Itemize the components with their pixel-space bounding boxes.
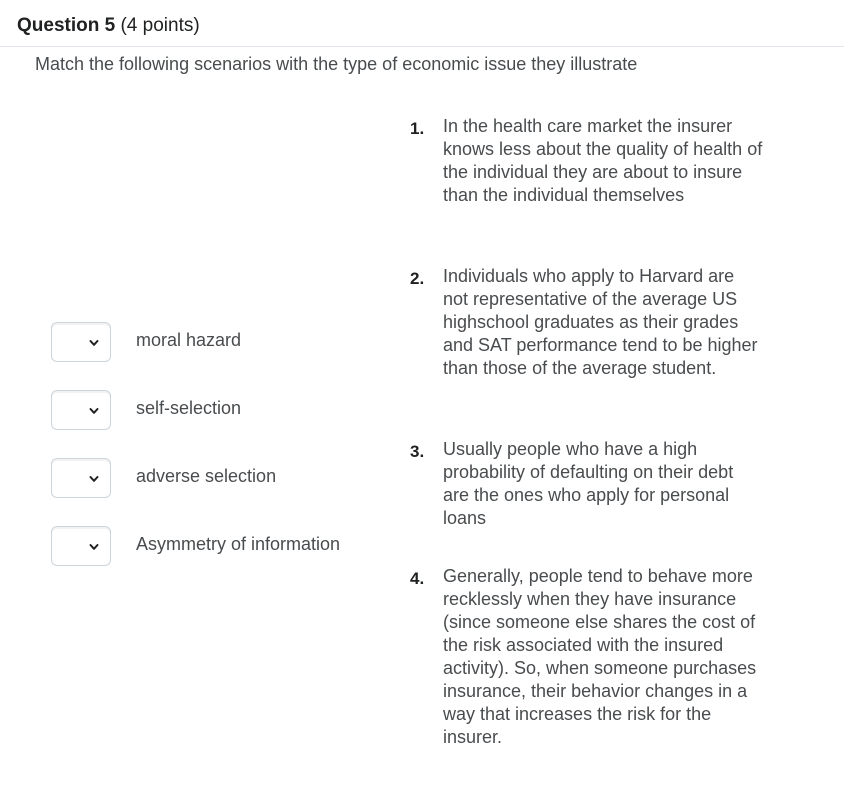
- match-dropdown-1[interactable]: [51, 322, 111, 362]
- match-dropdown-4[interactable]: [51, 526, 111, 566]
- choice-label: moral hazard: [136, 330, 242, 350]
- chevron-down-icon: [89, 406, 99, 416]
- match-dropdown-2[interactable]: [51, 390, 111, 430]
- question-title: Question 5: [17, 15, 116, 36]
- chevron-down-icon: [89, 474, 99, 484]
- choice-label: self-selection: [136, 398, 242, 418]
- scenario-number: 2.: [410, 269, 425, 288]
- scenario-text: Generally, people tend to behave more recklessly when they have insurance (since someone else shares the cost of the risk associated with the insured activity). So, when someone purchases insurance, their behavior changes in a way that increases the risk for the insurer.: [443, 566, 757, 747]
- scenario-number: 4.: [410, 569, 425, 588]
- scenario-text: Usually people who have a high probability of defaulting on their debt are the ones who apply for personal loans: [443, 439, 734, 528]
- question-header: [17, 13, 200, 39]
- choice-label: Asymmetry of information: [136, 534, 341, 554]
- match-dropdown-3[interactable]: [51, 458, 111, 498]
- scenario-text: In the health care market the insurer knows less about the quality of health of the individual they are about to insure than the individual themselves: [443, 116, 763, 205]
- header-divider: [0, 46, 844, 47]
- chevron-down-icon: [89, 542, 99, 552]
- question-points: (4 points): [120, 15, 200, 36]
- choice-label: adverse selection: [136, 466, 277, 486]
- scenario-number: 1.: [410, 119, 425, 138]
- chevron-down-icon: [89, 338, 99, 348]
- scenario-text: Individuals who apply to Harvard are not representative of the average US highschool graduates as their grades and SAT performance tend to be higher than those of the average student.: [443, 266, 758, 378]
- question-prompt: Match the following scenarios with the type of economic issue they illustrate: [35, 54, 638, 74]
- scenario-number: 3.: [410, 442, 425, 461]
